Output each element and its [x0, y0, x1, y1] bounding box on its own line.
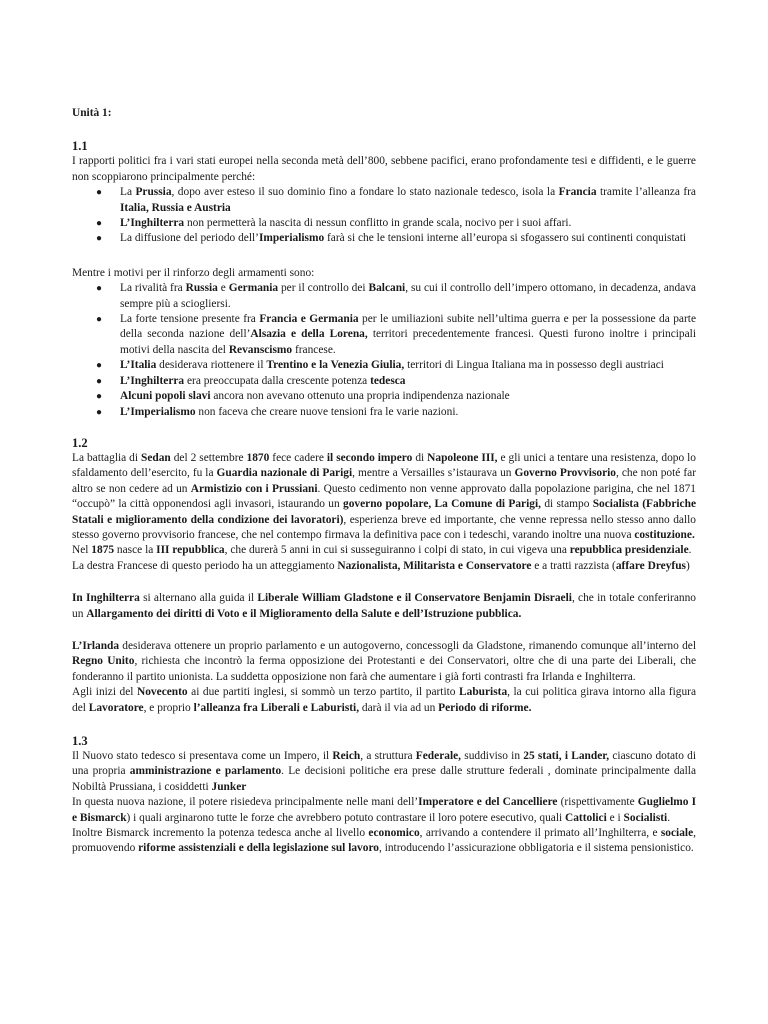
bold-text-run: sociale — [660, 827, 694, 840]
text-run: si alternano alla guida il — [139, 592, 258, 605]
paragraph — [72, 826, 696, 857]
text-run: , su cui il controllo dell’impero ottomano, in decadenza, andava sempre più a sciogliersi. — [120, 282, 696, 310]
text-run: , introducendo l’assicurazione obbligatoria e il sistema pensionistico. — [379, 842, 694, 855]
text-run: , che in totale conferiranno un — [72, 592, 696, 620]
bold-text-run: Laburista — [459, 686, 508, 699]
paragraph — [72, 749, 696, 795]
list-item — [72, 281, 696, 312]
text-run: francese. — [292, 343, 336, 356]
list-item — [72, 312, 696, 358]
text-run: nasce la — [114, 544, 157, 557]
section-heading: 1.3 — [72, 734, 88, 748]
text-run: La diffusione del periodo dell’ — [120, 232, 259, 245]
text-run: fece cadere — [269, 451, 327, 464]
bold-text-run: Sedan — [141, 451, 171, 464]
bold-text-run: Reich — [332, 750, 361, 762]
text-run: (rispettivamente — [557, 796, 638, 809]
bold-text-run: Guglielmo I e Bismarck — [72, 796, 696, 824]
bold-text-run: Liberale William Gladstone e il Conservatore Benjamin Disraeli — [257, 592, 572, 605]
text-run: Inoltre Bismarck incremento la potenza tedesca anche al livello — [72, 827, 369, 840]
text-run: Nel — [72, 544, 92, 557]
paragraph — [72, 685, 696, 716]
bold-text-run: Napoleone III, — [427, 451, 498, 464]
bold-text-run: L’Imperialismo — [120, 405, 196, 418]
text-run: Il Nuovo stato tedesco si presentava come un Impero, il — [72, 750, 333, 762]
list-item — [72, 374, 696, 389]
bullet-icon: ● — [96, 406, 103, 418]
text-run: territori di Lingua Italiana ma in possesso degli austriaci — [404, 359, 664, 372]
text-run: non faceva che creare nuove tensioni fra le varie nazioni. — [195, 405, 459, 418]
bold-text-run: Imperatore e del Cancelliere — [418, 796, 558, 809]
text-run: , richiesta che incontrò la ferma opposizione dei Protestanti e dei Conservatori, oltre che di una parte dei Liberali, che fonderanno il partito unionista. La suddetta opposizione non farà che aumentare i già forti contrasti fra Irlanda e Inghilterra. — [72, 655, 696, 683]
bullet-icon: ● — [96, 314, 103, 326]
text-run: , mentre a Versailles s’istaurava un — [352, 467, 515, 480]
text-run: ai due partiti inglesi, si sommò un terzo partito, il partito — [187, 686, 460, 699]
paragraph — [72, 543, 696, 558]
list-item — [72, 405, 696, 420]
paragraph — [72, 559, 696, 574]
bold-text-run: Imperialismo — [258, 232, 325, 245]
text-run: tramite l’alleanza fra — [596, 186, 696, 199]
bold-text-run: 1870 — [246, 451, 270, 464]
bold-text-run: repubblica presidenziale — [569, 544, 689, 557]
bold-text-run: Regno Unito — [72, 655, 135, 668]
bold-text-run: Allargamento dei diritti di Voto e il Miglioramento della Salute e dell’Istruzione pubblica. — [86, 607, 522, 620]
bold-text-run: Trentino e la Venezia Giulia, — [266, 359, 405, 372]
bold-text-run: Armistizio con i Prussiani — [190, 482, 318, 495]
bold-text-run: Alsazia e della Lorena, — [250, 328, 368, 341]
bold-text-run: L’Inghilterra — [120, 374, 185, 387]
bullet-icon: ● — [96, 375, 103, 387]
text-run: La destra Francese di questo periodo ha un atteggiamento — [72, 559, 338, 572]
bold-text-run: 25 stati, i Lander, — [523, 750, 610, 762]
bold-text-run: amministrazione e parlamento — [129, 765, 282, 778]
document-page — [72, 106, 696, 857]
text-run: . Questo cedimento non venne approvato dalla popolazione parigina, che nel 1871 “occupò” la città opponendosi agli invasori, istaurando un — [72, 482, 696, 511]
section-heading: 1.2 — [72, 435, 88, 450]
bold-text-run: L’Inghilterra — [120, 217, 185, 230]
unit-title: Unità 1: — [72, 107, 112, 119]
text-run: In questa nuova nazione, il potere risiedeva principalmente nelle mani dell’ — [72, 796, 419, 809]
text-run: Agli inizi del — [72, 686, 138, 699]
paragraph — [72, 266, 696, 281]
bullet-icon: ● — [96, 218, 103, 230]
text-run: e gli unici a tentare una resistenza, dopo lo sfaldamento dell’esercito, fu la — [72, 451, 696, 480]
text-run: La — [120, 186, 136, 199]
text-run: La forte tensione presente fra — [120, 313, 260, 326]
text-run: . — [667, 811, 671, 824]
bullet-icon: ● — [96, 233, 103, 245]
text-run: di — [412, 451, 428, 464]
text-run: ciascuno dotato di una propria — [72, 750, 697, 778]
bold-text-run: Alcuni popoli slavi — [120, 390, 211, 403]
paragraph — [72, 154, 696, 185]
section-heading: 1.1 — [72, 139, 88, 154]
text-run: ancora non avevano ottenuto una propria indipendenza nazionale — [210, 390, 510, 403]
bold-text-run: Lavoratore — [88, 701, 144, 714]
text-run: non permetterà la nascita di nessun conflitto in grande scala, nocivo per i suoi affari. — [184, 217, 572, 230]
text-run: , che non poté far altro se non cedere ad un — [72, 467, 696, 495]
text-run: del 2 settembre — [170, 451, 247, 464]
text-run: , che durerà 5 anni in cui si susseguiranno i colpi di stato, in cui vigeva una — [224, 544, 570, 557]
bullet-list — [72, 281, 696, 420]
text-run: per le umiliazioni subite nell’ultima guerra e per la possessione da parte della seconda nazione dell’ — [120, 313, 696, 341]
bold-text-run: Guardia nazionale di Parigi — [216, 467, 353, 480]
bullet-icon: ● — [96, 283, 103, 295]
bold-text-run: Cattolici — [565, 811, 607, 824]
bold-text-run: Socialista (Fabbriche Statali e miglioramento della condizione dei lavoratori) — [72, 498, 696, 526]
bold-text-run: Federale, — [415, 750, 462, 762]
text-run: di stampo — [541, 498, 593, 511]
text-run: per il controllo dei — [278, 282, 369, 295]
paragraph — [72, 639, 696, 685]
text-run: ) i quali arginarono tutte le forze che avrebbero potuto contrastare il loro potere esecutivo, quali — [126, 811, 566, 824]
text-run: e i — [606, 811, 624, 824]
bullet-icon: ● — [96, 360, 103, 372]
text-run: Mentre i motivi per il rinforzo degli armamenti sono: — [72, 266, 315, 279]
text-run: desiderava riottenere il — [156, 359, 267, 372]
bold-text-run: Germania — [228, 282, 279, 295]
text-run: , la cui politica girava intorno alla figura del — [72, 686, 696, 714]
text-run: farà si che le tensioni interne all’europa si sfogassero sui continenti conquistati — [324, 232, 687, 245]
bold-text-run: L’Irlanda — [72, 639, 120, 652]
bold-text-run: il secondo impero — [326, 451, 413, 464]
bold-text-run: costituzione. — [634, 528, 695, 541]
bold-text-run: Periodo di riforme. — [438, 701, 532, 714]
text-run: La battaglia di — [72, 451, 141, 464]
text-run: e — [217, 282, 229, 295]
bullet-icon: ● — [96, 187, 103, 199]
text-run: . Le decisioni politiche era prese dalle strutture federali , dominate principalmente dalla Nobiltà Prussiana, i cosiddetti — [72, 765, 696, 793]
text-run: era preoccupata dalla crescente potenza — [184, 374, 371, 387]
text-run: , a struttura — [360, 750, 416, 762]
text-run: , arrivando a contendere il primato all’Inghilterra, e — [419, 827, 661, 840]
bold-text-run: III repubblica — [156, 544, 225, 557]
bold-text-run: Italia, Russia e Austria — [120, 201, 231, 214]
bold-text-run: l’alleanza fra Liberali e Laburisti, — [193, 701, 360, 714]
bold-text-run: Junker — [211, 780, 247, 793]
text-run: . — [688, 544, 692, 557]
bold-text-run: Balcani — [368, 282, 406, 295]
text-run: territori precedentemente francesi. Questi furono inoltre i principali motivi della nascita del — [120, 328, 697, 356]
bold-text-run: 1875 — [91, 544, 115, 557]
bold-text-run: L’Italia — [120, 359, 157, 372]
list-item — [72, 389, 696, 404]
bold-text-run: riforme assistenziali e della legislazione sul lavoro — [138, 842, 379, 855]
text-run: La rivalità fra — [120, 282, 186, 295]
text-run: darà il via ad un — [359, 701, 439, 714]
text-run: , e proprio — [143, 701, 194, 714]
text-run: ) — [685, 559, 690, 572]
bold-text-run: governo popolare, La Comune di Parigi, — [343, 498, 541, 511]
bullet-icon: ● — [96, 391, 103, 403]
text-run: , promuovendo — [72, 827, 696, 855]
bold-text-run: Francia — [558, 186, 597, 199]
bold-text-run: Russia — [185, 282, 218, 295]
text-run: , dopo aver esteso il suo dominio fino a fondare lo stato nazionale tedesco, isola la — [171, 186, 559, 199]
text-run: , esperienza breve ed importante, che venne repressa nello stesso anno dallo stesso governo provvisorio francese, che nel contempo firmava la definitiva pace con i tedeschi, varando inoltre una nuova — [72, 513, 696, 541]
text-run: desiderava ottenere un proprio parlamento e un autogoverno, concessogli da Gladstone, rimanendo comunque all’interno del — [119, 639, 696, 652]
bold-text-run: Revanscismo — [228, 343, 293, 356]
bold-text-run: Nazionalista, Militarista e Conservatore — [337, 559, 532, 572]
bold-text-run: Socialisti — [623, 811, 668, 824]
bold-text-run: economico — [368, 827, 420, 840]
bold-text-run: tedesca — [370, 374, 406, 387]
text-run: e a tratti razzista ( — [531, 559, 616, 572]
paragraph — [72, 451, 696, 543]
list-item — [72, 185, 696, 216]
bold-text-run: In Inghilterra — [72, 592, 140, 605]
text-run: suddiviso in — [461, 750, 524, 762]
list-item — [72, 358, 696, 373]
list-item — [72, 231, 696, 246]
list-item — [72, 216, 696, 231]
paragraph — [72, 795, 696, 826]
bold-text-run: Francia e Germania — [259, 313, 359, 326]
bold-text-run: affare Dreyfus — [615, 559, 686, 572]
bold-text-run: Prussia — [135, 186, 172, 199]
paragraph — [72, 591, 696, 622]
text-run: I rapporti politici fra i vari stati europei nella seconda metà dell’800, sebbene pacifici, erano profondamente tesi e diffidenti, e le guerre non scoppiarono principalmente perché: — [72, 155, 696, 183]
bold-text-run: Novecento — [137, 686, 188, 699]
bold-text-run: Governo Provvisorio — [514, 467, 616, 480]
bullet-list — [72, 185, 696, 247]
